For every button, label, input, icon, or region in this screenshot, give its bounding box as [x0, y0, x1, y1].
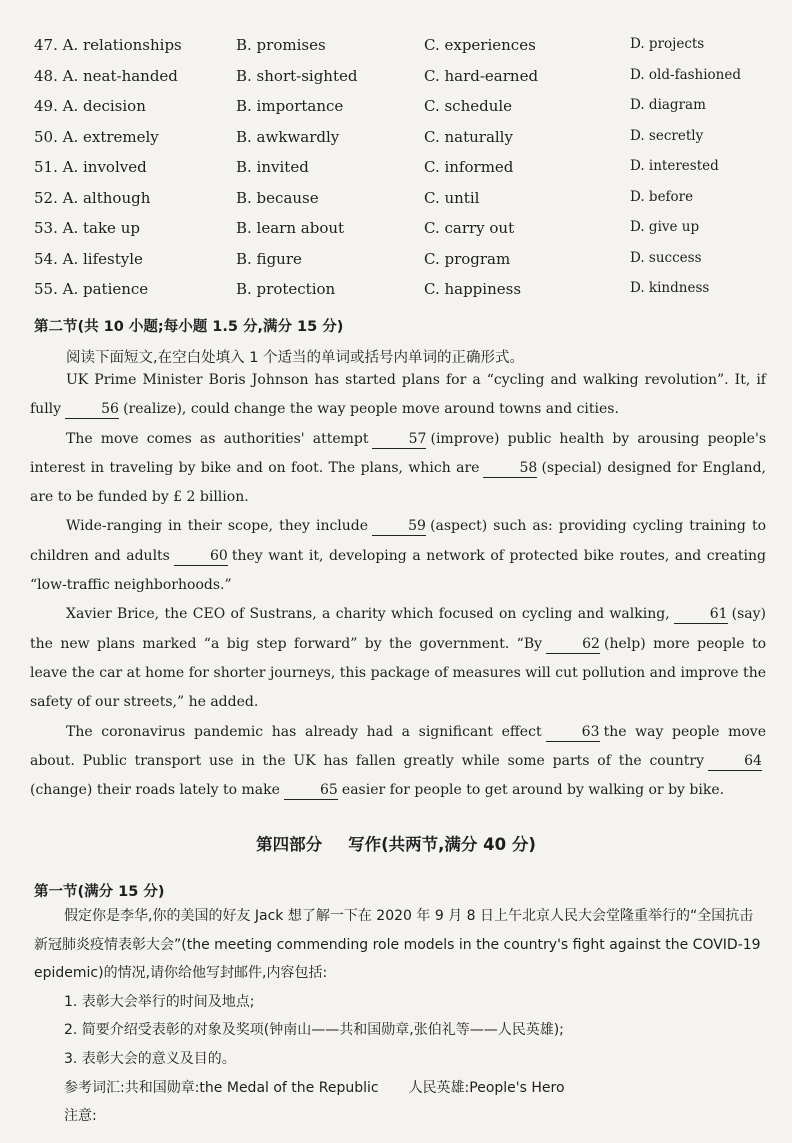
option-c: C. happiness: [424, 280, 522, 298]
passage-paragraph-1: [30, 366, 766, 425]
passage-paragraph-4: [30, 600, 766, 717]
option-d: D. before: [630, 188, 694, 205]
option-a: 47. A. relationships: [34, 36, 182, 54]
passage-text: they want it, developing a network of protected bike routes, and creating “low-traffic neighborhoods.”: [30, 547, 767, 594]
writing-item-3: 3. 表彰大会的意义及目的。: [64, 1050, 236, 1067]
option-b: B. because: [236, 188, 319, 207]
option-c: C. until: [424, 188, 480, 207]
writing-section-heading: 第一节(满分 15 分): [34, 884, 165, 900]
cloze-passage: [30, 366, 766, 805]
blank-59: 59: [372, 517, 426, 536]
option-row-53: [34, 213, 774, 244]
part-4-title: 第四部分: [256, 835, 323, 854]
option-c: C. experiences: [424, 36, 536, 54]
option-d: D. success: [630, 249, 702, 266]
blank-62: 62: [546, 635, 600, 654]
vocab-hero: 人民英雄:People's Hero: [408, 1079, 565, 1096]
option-a: 55. A. patience: [34, 280, 149, 298]
option-d: D. secretly: [630, 127, 704, 144]
option-a: 50. A. extremely: [34, 127, 159, 146]
option-d: D. give up: [630, 219, 700, 235]
option-row-47: [34, 30, 774, 61]
passage-paragraph-2: [30, 425, 766, 513]
blank-64: 64: [708, 752, 762, 771]
writing-item-2: 2. 简要介绍受表彰的对象及奖项(钟南山——共和国勋章,张伯礼等——人民英雄);: [64, 1022, 564, 1039]
section-2-heading: 第二节(共 10 小题;每小题 1.5 分,满分 15 分): [34, 319, 344, 335]
passage-text: Xavier Brice, the CEO of Sustrans, a charity which focused on cycling and walking,: [66, 606, 670, 623]
option-c: C. informed: [424, 158, 514, 176]
passage-text: easier for people to get around by walking or by bike.: [341, 782, 725, 799]
option-c: C. schedule: [424, 97, 513, 115]
option-row-51: [34, 152, 774, 183]
option-a: 52. A. although: [34, 188, 151, 207]
option-row-54: [34, 244, 774, 275]
option-c: C. naturally: [424, 127, 513, 146]
blank-61: 61: [674, 605, 728, 624]
blank-60: 60: [174, 547, 228, 566]
option-a: 54. A. lifestyle: [34, 249, 143, 268]
passage-text: The move comes as authorities' attempt: [66, 430, 369, 447]
passage-text: (improve) public health by arousing people's interest in traveling by bike and on foot. The plans, which are: [30, 430, 766, 476]
option-a: 51. A. involved: [34, 158, 147, 176]
option-b: B. figure: [236, 249, 302, 268]
option-row-48: [34, 61, 774, 92]
option-a: 49. A. decision: [34, 97, 146, 115]
passage-paragraph-3: [30, 512, 766, 600]
passage-text: (say) the new plans marked “a big step forward” by the government. “By: [30, 606, 766, 652]
option-d: D. interested: [630, 158, 719, 174]
vocab-medal: 参考词汇:共和国勋章:the Medal of the Republic: [64, 1079, 379, 1096]
option-b: B. invited: [236, 158, 309, 176]
blank-58: 58: [483, 459, 537, 478]
option-c: C. carry out: [424, 219, 515, 237]
option-d: D. diagram: [630, 97, 706, 113]
option-row-52: [34, 183, 774, 214]
writing-task: [34, 902, 764, 1131]
option-b: B. learn about: [236, 219, 345, 237]
writing-prompt: 假定你是李华,你的美国的好友 Jack 想了解一下在 2020 年 9 月 8 日上午北京人民大会堂隆重举行的“全国抗击新冠肺炎疫情表彰大会”(the meeting commending role models in the country's fight against the COVID-19 epidemic)的情况,请你给他写封邮件,内容包括:: [34, 908, 761, 982]
option-c: C. hard-earned: [424, 66, 539, 85]
multiple-choice-options: [34, 30, 774, 305]
option-b: B. short-sighted: [236, 66, 358, 85]
blank-65: 65: [284, 781, 338, 800]
passage-text: The coronavirus pandemic has already had a significant effect: [66, 723, 542, 740]
option-row-50: [34, 122, 774, 153]
option-row-55: [34, 274, 774, 305]
option-b: B. importance: [236, 97, 344, 115]
passage-text: (realize), could change the way people move around towns and cities.: [123, 401, 619, 418]
blank-56: 56: [65, 400, 119, 419]
part-4-subtitle: 写作(共两节,满分 40 分): [348, 835, 536, 854]
writing-note: 注意:: [64, 1108, 97, 1125]
option-d: D. kindness: [630, 280, 710, 296]
section-2-instruction: 阅读下面短文,在空白处填入 1 个适当的单词或括号内单词的正确形式。: [66, 350, 525, 366]
writing-item-1: 1. 表彰大会举行的时间及地点;: [64, 993, 255, 1010]
blank-57: 57: [372, 430, 426, 449]
option-d: D. old-fashioned: [630, 66, 742, 83]
reference-vocabulary: [34, 1074, 764, 1103]
passage-text: (help) more people to leave the car at home for shorter journeys, this package of measures will cut pollution and improve the safety of our streets,” he added.: [30, 635, 766, 711]
passage-text: Wide-ranging in their scope, they include: [66, 518, 369, 535]
passage-text: UK Prime Minister Boris Johnson has started plans for a “cycling and walking revolution”. It, if fully: [30, 372, 766, 418]
option-b: B. promises: [236, 36, 326, 54]
option-a: 48. A. neat-handed: [34, 66, 178, 85]
option-a: 53. A. take up: [34, 219, 140, 237]
option-b: B. awkwardly: [236, 127, 340, 146]
blank-63: 63: [546, 723, 600, 742]
passage-text: (aspect) such as: providing cycling training to children and adults: [30, 518, 767, 564]
passage-text: (special) designed for England, are to be funded by £ 2 billion.: [30, 459, 766, 506]
passage-text: the way people move about. Public transport use in the UK has fallen greatly while some parts of the country: [30, 723, 766, 769]
passage-paragraph-5: [30, 718, 766, 806]
option-c: C. program: [424, 249, 511, 268]
option-b: B. protection: [236, 280, 336, 298]
option-row-49: [34, 91, 774, 122]
option-d: D. projects: [630, 36, 705, 52]
part-4-heading: [0, 831, 792, 855]
passage-text: (change) their roads lately to make: [30, 782, 280, 799]
